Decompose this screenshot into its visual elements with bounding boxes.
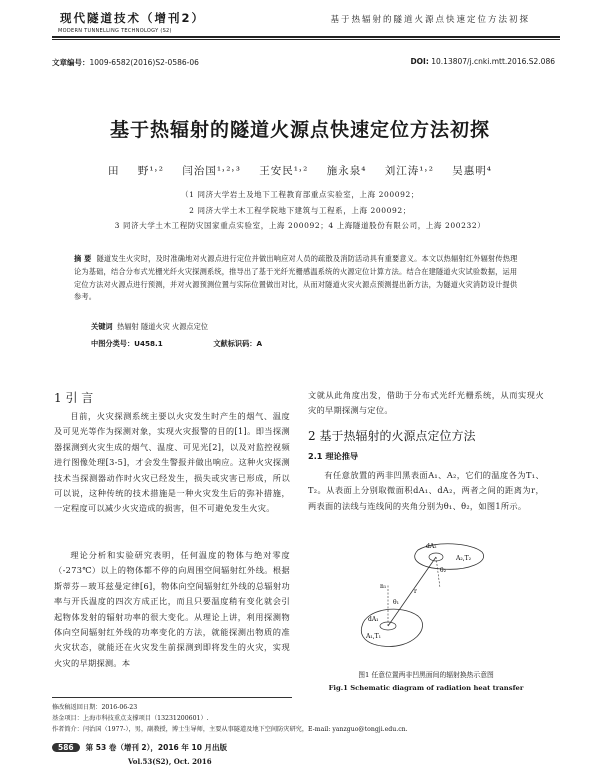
abstract-label: 摘 要 xyxy=(74,254,92,263)
clc-value: U458.1 xyxy=(134,339,163,348)
header-rule-thin xyxy=(52,39,560,40)
keywords-label: 关键词 xyxy=(91,322,113,331)
journal-english-name: MODERN TUNNELLING TECHNOLOGY (S2) xyxy=(58,28,172,34)
label-a2t2: A₂,T₂ xyxy=(456,555,472,562)
classification xyxy=(91,339,262,349)
volume-info-cn: 第 53 卷（增刊 2），2016 年 10 月出版 xyxy=(85,743,228,752)
figure-1-caption-cn: 图1 任意位置两非凹黑面间的辐射换热示意图 xyxy=(358,671,494,679)
surface-a1 xyxy=(361,609,422,646)
figure-1-caption-en: Fig.1 Schematic diagram of radiation heat transfer xyxy=(328,684,524,692)
header-rule xyxy=(52,36,560,38)
journal-name: 现代隧道技术（增刊2） xyxy=(60,11,206,25)
section-1-heading: 1 引 言 xyxy=(54,391,94,405)
affiliation-2: 2 同济大学土木工程学院地下建筑与工程系，上海 200092； xyxy=(189,206,411,215)
section-2-heading: 2 基于热辐射的火源点定位方法 xyxy=(308,429,476,443)
connecting-line-r xyxy=(388,557,436,626)
label-n1: n₁ xyxy=(380,583,387,590)
section-1-continuation: 文就从此角度出发，借助于分布式光纤光栅系统，从而实现火灾的早期探测与定位。 xyxy=(308,390,544,416)
article-number xyxy=(52,57,199,68)
label-a1t1: A₁,T₁ xyxy=(366,633,382,640)
author-list: 田 野¹˒² 闫治国¹˒²˒³ 王安民¹˒² 施永泉⁴ 刘江涛¹˒² 吴惠明⁴ xyxy=(108,165,492,177)
affiliation-1: （1 同济大学岩土及地下工程教育部重点实验室，上海 200092； xyxy=(181,190,419,199)
article-number-value: 1009-6582(2016)S2-0586-06 xyxy=(89,58,199,67)
page-footer xyxy=(52,742,227,753)
doi-label: DOI: xyxy=(410,57,429,66)
figure-1-diagram xyxy=(360,538,560,660)
abstract xyxy=(74,253,524,304)
doc-code-value: A xyxy=(256,339,263,348)
footnote-fund: 基金项目：上海市科技重点支撑项目（13231200601）. xyxy=(52,715,209,722)
label-r: r xyxy=(414,588,417,595)
footnote-author: 作者简介：闫治国（1977-），男，副教授，博士生导师，主要从事隧道及地下空间防灾研究，E-mail: yanzguo@tongji.edu.cn. xyxy=(52,726,408,733)
section-1-paragraph-2: 理论分析和实验研究表明，任何温度的物体与绝对零度（-273℃）以上的物体都不停的向周围空间辐射红外线。根据斯蒂芬－玻耳兹曼定律[6]，物体向空间辐射红外线的总辐射功率与开氏温度的四次方成正比，而且只要温度稍有变化就会引起物体发射的辐射功率的很大变化。从理论上讲，利用探测物体向空间辐射红外线的功率变化的方法，就能探测出物质的准火灾状态，就能还在火灾发生前探测到即将发生的火灾，实现火灾的早期探测。本 xyxy=(54,550,290,668)
clc-label: 中图分类号： xyxy=(91,339,135,348)
section-2-1-heading: 2.1 理论推导 xyxy=(308,451,359,461)
page-number: 586 xyxy=(52,743,80,752)
footnote-rule xyxy=(52,697,292,698)
doi xyxy=(410,57,555,66)
doc-code-label: 文献标识码： xyxy=(213,339,257,348)
label-theta2: θ₂ xyxy=(440,567,447,574)
affiliation-3: 3 同济大学土木工程防灾国家重点实验室，上海 200092；4 上海隧道股份有限公司，上海 200232） xyxy=(114,221,486,230)
paper-title: 基于热辐射的隧道火源点快速定位方法初探 xyxy=(109,119,490,141)
volume-info-en: Vol.53(S2), Oct. 2016 xyxy=(128,757,212,766)
article-number-label: 文章编号： xyxy=(52,58,90,67)
section-2-1-paragraph: 有任意放置的两非凹黑表面A₁、A₂，它们的温度各为T₁、T₂。从表面上分别取微面积dA₁、dA₂，两者之间的距离为r，两表面的法线与连线间的夹角分别为θ₁、θ₂，如图1所示。 xyxy=(308,470,544,511)
abstract-text: 隧道发生火灾时，及时准确地对火源点进行定位并做出响应对人员的疏散及消防活动具有重要意义。本文以热辐射红外辐射传热理论为基础，结合分布式光栅光纤火灾探测系统，推导出了基于光纤光栅感温系统的火源定位计算方法。结合在建隧道火灾试验数据，运用定位方法对火源点进行预测，并对火源预测位置与实际位置做出对比，从而对隧道火灾火源点预测提出新方法，为隧道火灾消防设计提供参考。 xyxy=(74,254,518,302)
label-da1: dA₁ xyxy=(368,616,379,623)
label-da2: dA₂ xyxy=(426,543,437,550)
footnote-received: 修改稿返回日期：2016-06-23 xyxy=(52,704,138,711)
doi-value: 10.13807/j.cnki.mtt.2016.S2.086 xyxy=(431,57,555,66)
label-theta1: θ₁ xyxy=(393,599,400,606)
running-title: 基于热辐射的隧道火源点快速定位方法初探 xyxy=(330,15,530,25)
keywords-text: 热辐射 隧道火灾 火源点定位 xyxy=(117,322,208,331)
keywords xyxy=(91,322,208,332)
section-1-paragraph-1: 目前，火灾探测系统主要以火灾发生时产生的烟气、温度及可见光等作为探测对象，实现火灾报警的目的[1]。即当探测器探测到火灾生成的烟气、温度、可见光[2]，以及对监控视频进行图像处理[3-5]，才会发生警报并做出响应。这种火灾探测技术当探测器动作时火灾已经发生，损失或灾害已形成，所以可以说，这种传统的技术措施是一种火灾发生后的弥补措施，一定程度可以减少火灾造成的损害，但不可避免发生火灾。 xyxy=(54,411,290,514)
